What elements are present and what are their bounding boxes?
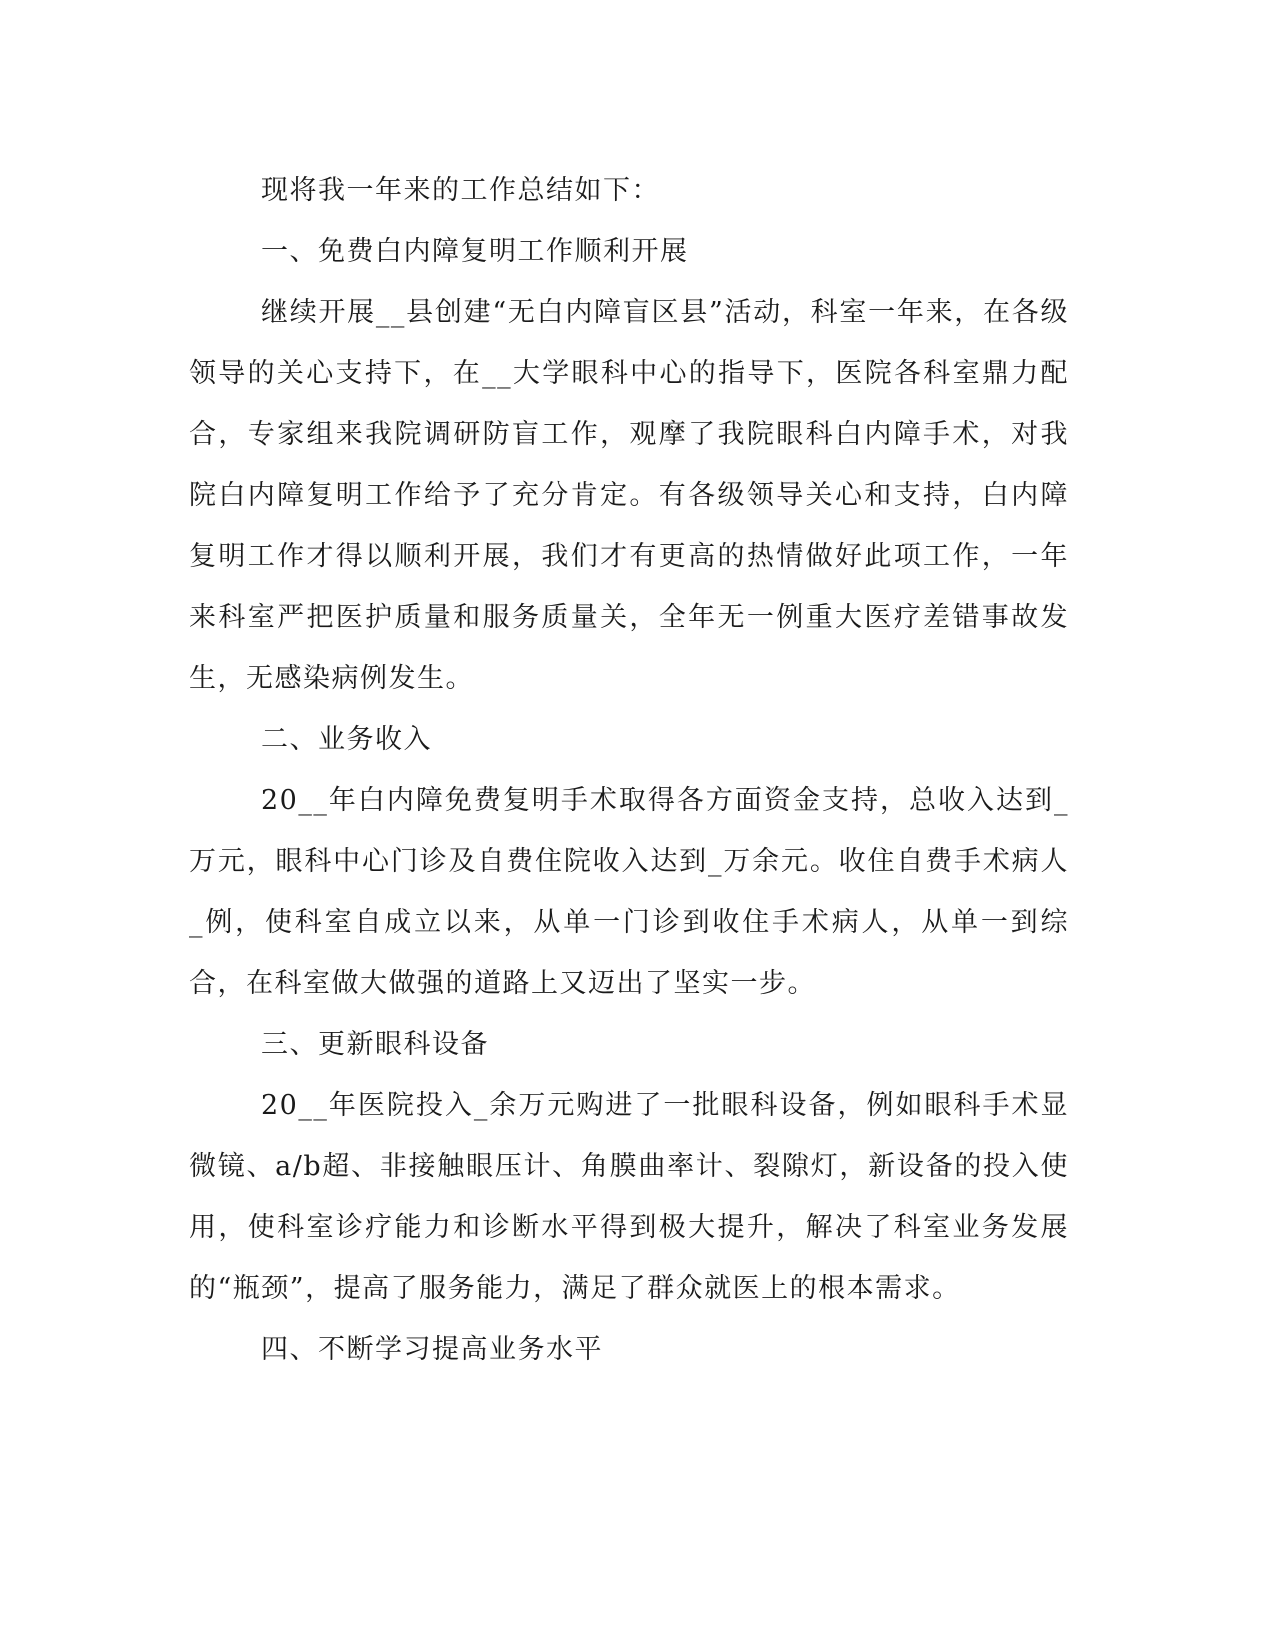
section-body-3: 20__年医院投入_余万元购进了一批眼科设备，例如眼科手术显微镜、a/b超、非接触眼压计、角膜曲率计、裂隙灯，新设备的投入使用，使科室诊疗能力和诊断水平得到极大提升，解决了科室业务发展的“瓶颈”，提高了服务能力，满足了群众就医上的根本需求。	[189, 1090, 1069, 1304]
section-heading-3: 三、更新眼科设备	[261, 1029, 489, 1060]
section-heading-2: 二、业务收入	[261, 724, 432, 755]
section-body-2: 20__年白内障免费复明手术取得各方面资金支持，总收入达到_万元，眼科中心门诊及自费住院收入达到_万余元。收住自费手术病人_例，使科室自成立以来，从单一门诊到收住手术病人，从单一到综合，在科室做大做强的道路上又迈出了坚实一步。	[189, 785, 1069, 999]
section-heading-1: 一、免费白内障复明工作顺利开展	[261, 236, 689, 267]
document-body	[189, 160, 1069, 1380]
section-body-1: 继续开展__县创建“无白内障盲区县”活动，科室一年来，在各级领导的关心支持下，在__大学眼科中心的指导下，医院各科室鼎力配合，专家组来我院调研防盲工作，观摩了我院眼科白内障手术，对我院白内障复明工作给予了充分肯定。有各级领导关心和支持，白内障复明工作才得以顺利开展，我们才有更高的热情做好此项工作，一年来科室严把医护质量和服务质量关，全年无一例重大医疗差错事故发生，无感染病例发生。	[189, 297, 1069, 694]
intro-paragraph: 现将我一年来的工作总结如下：	[261, 175, 660, 206]
section-heading-4: 四、不断学习提高业务水平	[261, 1334, 603, 1365]
